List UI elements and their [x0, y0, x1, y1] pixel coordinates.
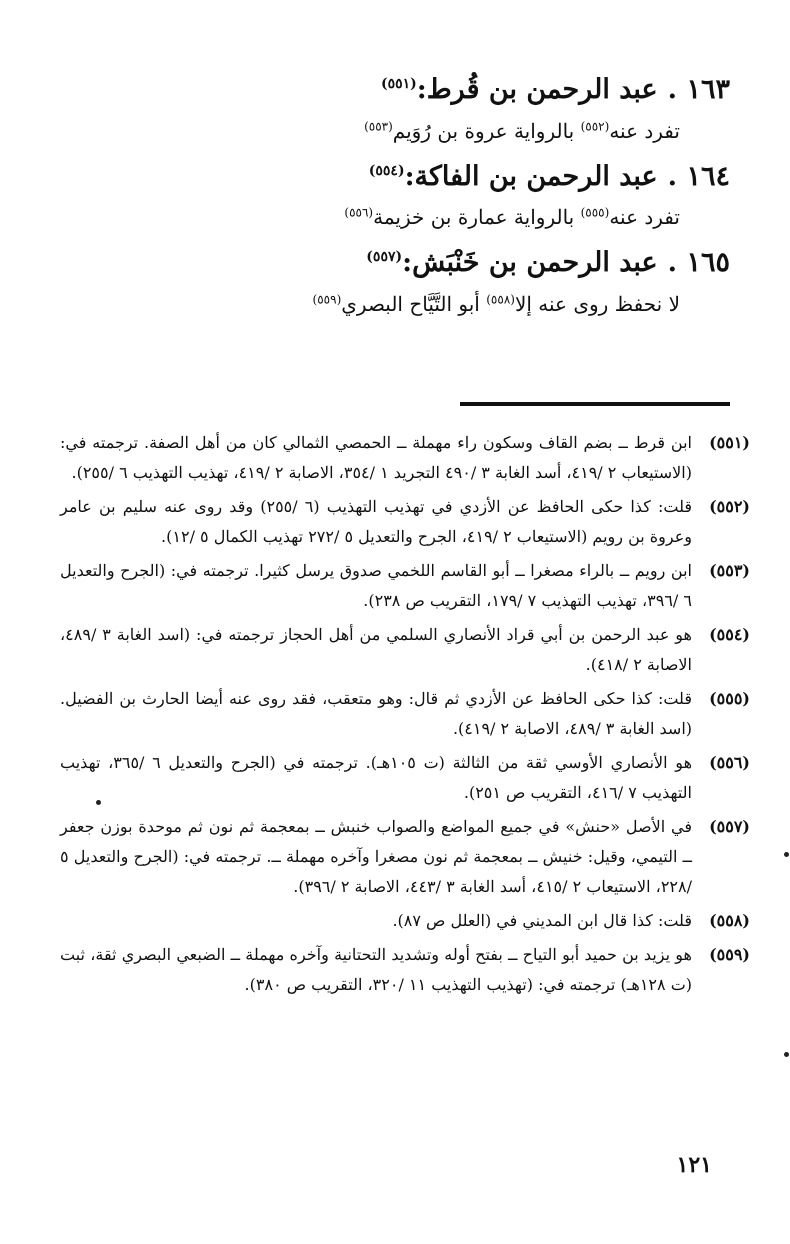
footnote-text: هو عبد الرحمن بن أبي قراد الأنصاري السلمي من أهل الحجاز ترجمته في: (اسد الغابة ٣ /٤٨٩، الاصابة ٢ /٤١٨).	[60, 625, 692, 674]
footnote-text: ابن رويم ــ بالراء مصغرا ــ أبو القاسم اللخمي صدوق يرسل كثيرا. ترجمته في: (الجرح والتعديل ٦ /٣٩٦، تهذيب التهذيب ٧ /١٧٩، التقريب ص ٢٣٨).	[60, 561, 692, 610]
entry-heading	[210, 70, 730, 111]
entry-body	[210, 288, 680, 320]
footnote-ref: (٥٥٣)	[364, 118, 393, 133]
footnote-text: قلت: كذا حكى الحافظ عن الأزدي ثم قال: وهو متعقب، فقد روى عنه أيضا الحارث بن الفضيل. (اسد الغابة ٣ /٤٨٩، الاصابة ٢ /٤١٩).	[60, 689, 692, 738]
footnotes	[60, 428, 750, 1004]
footnote	[60, 748, 750, 808]
entry-text: أبو التَّيَّاح البصري	[341, 291, 487, 316]
footnote-ref: (٥٥٩)	[312, 291, 342, 306]
footnote-number: (٥٥٣)	[709, 561, 750, 580]
footnote-text: ابن قرط ــ بضم القاف وسكون راء مهملة ــ الحمصي الثمالي كان من أهل الصفة. ترجمته في: (الاستيعاب ٢ /٤١٩، أسد الغابة ٣ /٤٩٠ التجريد ١ /٣٥٤، الاصابة ٢ /٤١٩، تهذيب التهذيب ٦ /٢٥٥).	[60, 433, 692, 482]
entry-body	[210, 201, 680, 233]
footnote-text: قلت: كذا قال ابن المديني في (العلل ص ٨٧).	[392, 911, 692, 930]
main-entries	[210, 70, 730, 330]
entry-number: ١٦٥ .	[667, 247, 730, 278]
entry	[210, 243, 730, 320]
entry-name: عبد الرحمن بن الفاكة:	[404, 160, 658, 192]
footnote-ref: (٥٥١)	[380, 76, 417, 92]
footnote-number: (٥٥٨)	[709, 911, 750, 930]
entry-name: عبد الرحمن بن خَنْبَش:	[402, 247, 658, 278]
ink-speck	[784, 1052, 789, 1057]
ink-speck	[784, 852, 789, 857]
footnote-text: هو يزيد بن حميد أبو التياح ــ بفتح أوله وتشديد التحتانية وآخره مهملة ــ الضبعي البصري ثقة، ثبت (ت ١٢٨هـ) ترجمته في: (تهذيب التهذيب ١١ /٣٢٠، التقريب ص ٣٨٠).	[60, 945, 692, 994]
footnote-ref: (٥٥٤)	[368, 162, 405, 179]
footnote	[60, 428, 750, 488]
entry-text: بالرواية عروة بن رُوَيم	[392, 118, 581, 143]
entry-text: تفرد عنه	[609, 205, 680, 229]
footnote-text: هو الأنصاري الأوسي ثقة من الثالثة (ت ١٠٥هـ). ترجمته في (الجرح والتعديل ٦ /٣٦٥، تهذيب التهذيب ٧ /٤١٦، التقريب ص ٢٥١).	[60, 753, 692, 802]
footnote-ref: (٥٥٢)	[580, 118, 610, 133]
entry-heading	[210, 157, 730, 198]
footnote-ref: (٥٥٧)	[366, 249, 403, 265]
footnote-number: (٥٥٥)	[709, 689, 750, 708]
footnote	[60, 940, 750, 1000]
entry-number: ١٦٣ .	[667, 74, 730, 105]
footnote-number: (٥٥٤)	[709, 625, 750, 644]
ink-speck	[96, 800, 101, 805]
footnote	[60, 684, 750, 744]
entry-heading	[210, 243, 730, 284]
entry-number: ١٦٤ .	[667, 160, 730, 192]
footnote-text: قلت: كذا حكى الحافظ عن الأزدي في تهذيب التهذيب (٦ /٢٥٥) وقد روى عنه سليم بن عامر وعروة بن رويم (الاستيعاب ٢ /٤١٩، الجرح والتعديل ٥ /٢٧٢ تهذيب الكمال ٥ /١٢).	[60, 497, 693, 546]
entry	[210, 157, 730, 234]
entry-text: تفرد عنه	[609, 118, 680, 143]
entry-body	[210, 115, 680, 147]
page-number: ١٢١	[676, 1152, 712, 1178]
entry	[210, 70, 730, 147]
footnote-text: في الأصل «حنش» في جميع المواضع والصواب خنبش ــ بمعجمة ثم نون ثم موحدة بوزن جعفر ــ التيمي، وقيل: خنيش ــ بمعجمة ثم نون مصغرا وآخره مهملة ــ. ترجمته في: (الجرح والتعديل ٥ /٢٢٨، الاستيعاب ٢ /٤١٥، أسد الغابة ٣ /٤٤٣، الاصابة ٢ /٣٩٦).	[60, 817, 692, 896]
footnote	[60, 556, 750, 616]
entry-name: عبد الرحمن بن قُرط:	[416, 74, 658, 105]
footnote-ref: (٥٥٦)	[344, 205, 374, 220]
footnote-divider	[460, 402, 730, 406]
footnote-number: (٥٥٦)	[709, 753, 750, 772]
entry-text: لا نحفظ روى عنه إلا	[514, 291, 680, 316]
footnote-number: (٥٥٩)	[709, 945, 750, 964]
footnote-number: (٥٥٧)	[709, 817, 750, 836]
footnote-number: (٥٥١)	[709, 433, 750, 452]
footnote	[60, 620, 750, 680]
footnote-ref: (٥٥٨)	[486, 291, 515, 306]
footnote	[60, 812, 750, 902]
footnote-ref: (٥٥٥)	[580, 205, 610, 220]
footnote	[60, 906, 750, 936]
footnote-number: (٥٥٢)	[709, 497, 750, 516]
entry-text: بالرواية عمارة بن خزيمة	[373, 205, 581, 229]
footnote	[60, 492, 750, 552]
